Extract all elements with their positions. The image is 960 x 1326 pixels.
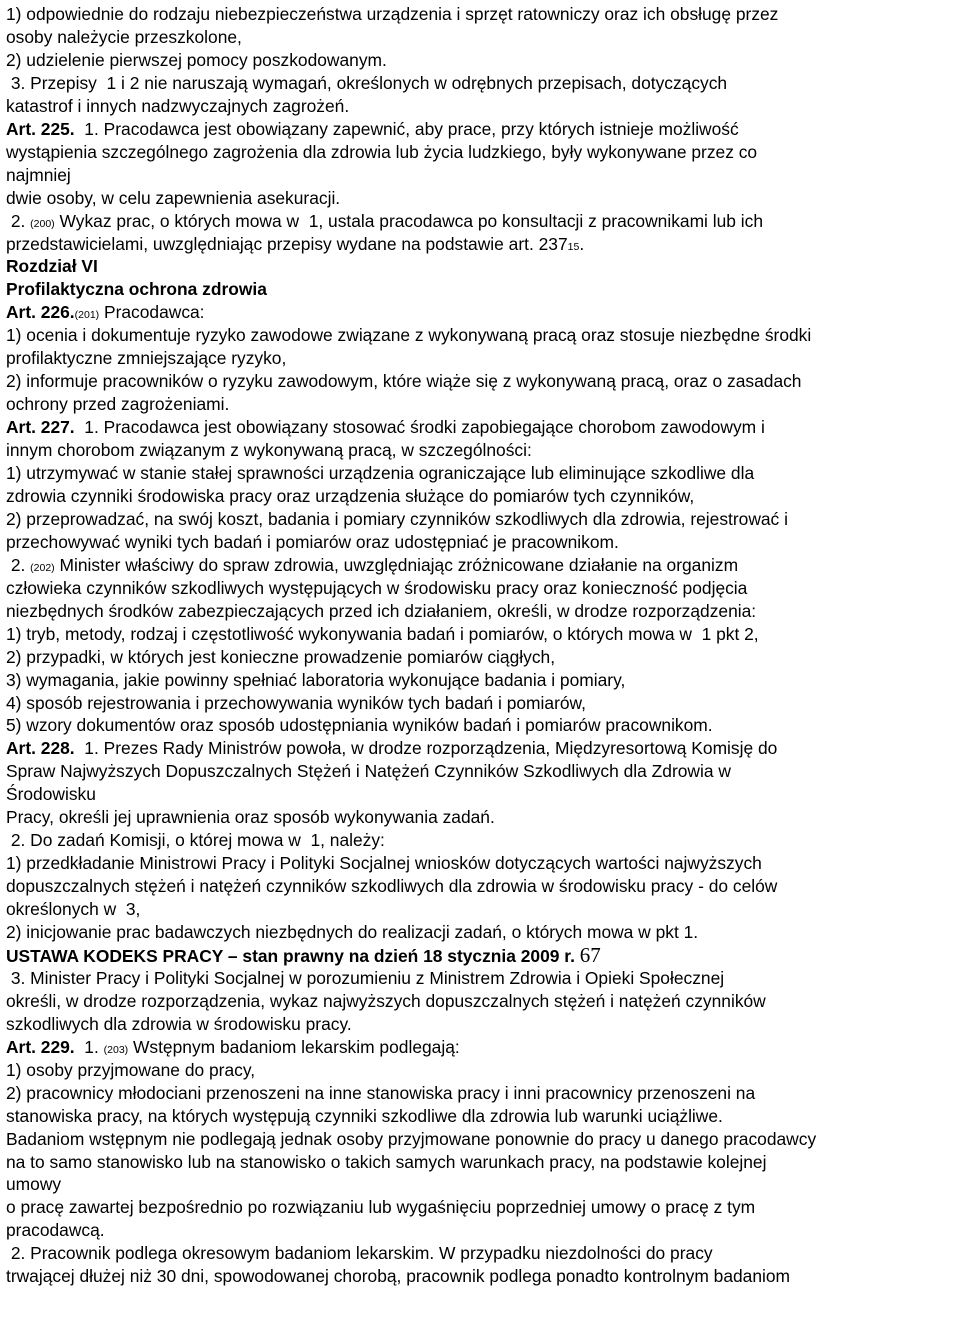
line-text: 1. Pracodawca jest obowiązany zapewnić, aby prace, przy których istnieje możliwość — [74, 118, 739, 139]
text-line: 4) sposób rejestrowania i przechowywania wyników tych badań i pomiarów, — [6, 692, 586, 713]
footnote-ref: (202) — [30, 561, 55, 574]
text-line — [6, 278, 267, 300]
text-line: 2) udzielenie pierwszej pomocy poszkodowanym. — [6, 49, 387, 70]
text-line — [6, 210, 763, 232]
text-line: 1) tryb, metody, rodzaj i częstotliwość wykonywania badań i pomiarów, o których mowa w 1 pkt 2, — [6, 623, 759, 644]
text-line: 2) przeprowadzać, na swój koszt, badania i pomiary czynników szkodliwych dla zdrowia, rejestrować i — [6, 508, 788, 529]
text-line: umowy — [6, 1174, 62, 1195]
text-line: 1) osoby przyjmowane do pracy, — [6, 1059, 256, 1080]
text-line: 1) ocenia i dokumentuje ryzyko zawodowe związane z wykonywaną pracą oraz stosuje niezbędne środki — [6, 325, 812, 346]
article-heading: Art. 227. — [6, 417, 75, 438]
article-heading: Art. 226. — [6, 302, 75, 323]
footnote-ref: (201) — [74, 309, 100, 322]
text-line: Badaniom wstępnym nie podlegają jednak osoby przyjmowane ponownie do pracy u danego pracodawcy — [6, 1128, 817, 1149]
text-line: niezbędnych środków zabezpieczających przed ich działaniem, określi, w drodze rozporządzenia: — [6, 600, 757, 621]
text-line — [6, 255, 98, 277]
text-line: 1) utrzymywać w stanie stałej sprawności urządzenia ograniczające lub eliminujące szkodliwe dla — [6, 463, 755, 483]
text-line: innym chorobom związanym z wykonywaną pracą, w szczególności: — [6, 440, 532, 461]
text-line — [6, 118, 739, 140]
text-line: dwie osoby, w celu zapewnienia asekuracji. — [6, 187, 341, 208]
text-line: przechowywać wyniki tych badań i pomiarów oraz udostępniać je pracownikom. — [6, 531, 619, 552]
footnote-ref: (203) — [103, 1043, 129, 1056]
line-text: Pracodawca: — [99, 302, 205, 323]
text-line: szkodliwych dla zdrowia w środowisku pracy. — [6, 1013, 352, 1034]
line-text: Wykaz prac, o których mowa w 1, ustala pracodawca po konsultacji z pracownikami lub ich — [54, 210, 764, 231]
text-line: profilaktyczne zmniejszające ryzyko, — [6, 348, 287, 369]
text-line: na to samo stanowisko lub na stanowisko o takich samych warunkach pracy, na podstawie kolejnej — [6, 1151, 767, 1172]
text-line: 2) pracownicy młodociani przenoszeni na inne stanowiska pracy i inni pracownicy przenoszeni na — [6, 1082, 756, 1103]
footnote-ref: 15 — [567, 240, 580, 253]
text-line — [6, 554, 738, 576]
line-text: 1. — [74, 1036, 104, 1057]
line-text: Wstępnym badaniom lekarskim podlegają: — [128, 1036, 460, 1057]
article-heading: Profilaktyczna ochrona zdrowia — [6, 279, 267, 300]
article-heading: USTAWA KODEKS PRACY – stan prawny na dzień 18 stycznia 2009 r. — [6, 945, 575, 966]
line-text: Minister właściwy do spraw zdrowia, uwzględniając zróżnicowane działanie na organizm — [54, 554, 739, 575]
text-line: dopuszczalnych stężeń i natężeń czynników szkodliwych dla zdrowia w środowisku pracy - do celów — [6, 876, 778, 897]
text-line: wystąpienia szczególnego zagrożenia dla zdrowia lub życia ludzkiego, były wykonywane przez co — [6, 141, 758, 162]
line-text: przedstawicielami, uwzględniając przepisy wydane na podstawie art. 237 — [6, 233, 568, 254]
text-line — [6, 1036, 460, 1058]
line-text: 1. Pracodawca jest obowiązany stosować środki zapobiegające chorobom zawodowym i — [74, 417, 765, 438]
article-heading: Art. 228. — [6, 738, 75, 759]
text-line: 3. Przepisy 1 i 2 nie naruszają wymagań, określonych w odrębnych przepisach, dotyczących — [6, 72, 728, 93]
text-line: 2) informuje pracowników o ryzyku zawodowym, które wiąże się z wykonywaną pracą, oraz o zasadach — [6, 371, 802, 392]
text-line: ochrony przed zagrożeniami. — [6, 394, 230, 415]
text-line: 1) odpowiednie do rodzaju niebezpieczeństwa urządzenia i sprzęt ratowniczy oraz ich obsługę przez — [6, 4, 779, 24]
text-line: 1) przedkładanie Ministrowi Pracy i Polityki Socjalnej wniosków dotyczących wartości najwyższych — [6, 853, 762, 874]
text-line — [6, 301, 205, 323]
footnote-ref: (200) — [30, 217, 55, 230]
text-line: 5) wzory dokumentów oraz sposób udostępniania wyników badań i pomiarów pracownikom. — [6, 715, 713, 736]
text-line: Spraw Najwyższych Dopuszczalnych Stężeń i Natężeń Czynników Szkodliwych dla Zdrowia w — [6, 761, 731, 782]
text-line: 2. Pracownik podlega okresowym badaniom lekarskim. W przypadku niezdolności do pracy — [6, 1243, 713, 1264]
line-text: 1. Prezes Rady Ministrów powoła, w drodze rozporządzenia, Międzyresortową Komisję do — [74, 738, 778, 759]
line-text: 2. — [6, 554, 31, 575]
text-line — [6, 944, 601, 966]
article-heading: Art. 225. — [6, 118, 75, 139]
article-heading: Art. 229. — [6, 1036, 75, 1057]
text-line — [6, 737, 777, 759]
text-line: katastrof i innych nadzwyczajnych zagrożeń. — [6, 95, 350, 116]
text-line: Pracy, określi jej uprawnienia oraz sposób wykonywania zadań. — [6, 807, 495, 828]
text-line: człowieka czynników szkodliwych występujących w środowisku pracy oraz konieczność podjęcia — [6, 577, 748, 598]
text-line: najmniej — [6, 164, 71, 185]
text-line: trwającej dłużej niż 30 dni, spowodowanej chorobą, pracownik podlega ponadto kontrolnym badaniom — [6, 1266, 791, 1287]
line-text: . — [579, 233, 585, 254]
text-line — [6, 233, 584, 255]
text-line: określi, w drodze rozporządzenia, wykaz najwyższych dopuszczalnych stężeń i natężeń czynników — [6, 990, 766, 1011]
line-text: 2. — [6, 210, 31, 231]
page-number: 67 — [579, 942, 601, 967]
text-line: 2) przypadki, w których jest konieczne prowadzenie pomiarów ciągłych, — [6, 646, 556, 667]
text-line — [6, 416, 765, 438]
text-line: zdrowia czynniki środowiska pracy oraz urządzenia służące do pomiarów tych czynników, — [6, 485, 695, 506]
text-line: 3) wymagania, jakie powinny spełniać laboratoria wykonujące badania i pomiary, — [6, 669, 626, 690]
article-heading: Rozdział VI — [6, 256, 98, 277]
text-line: stanowiska pracy, na których występują czynniki szkodliwe dla zdrowia lub warunki uciążliwe. — [6, 1105, 723, 1126]
text-line: osoby należycie przeszkolone, — [6, 26, 242, 47]
text-line: o pracę zawartej bezpośrednio po rozwiązaniu lub wygaśnięciu poprzedniej umowy o pracę z tym — [6, 1197, 756, 1218]
text-line: 2) inicjowanie prac badawczych niezbędnych do realizacji zadań, o których mowa w pkt 1. — [6, 922, 699, 942]
text-line: 3. Minister Pracy i Polityki Socjalnej w porozumieniu z Ministrem Zdrowia i Opieki Społecznej — [6, 967, 725, 988]
text-line: pracodawcą. — [6, 1220, 105, 1241]
text-line: Środowisku — [6, 784, 96, 805]
text-line: określonych w 3, — [6, 899, 141, 920]
text-line: 2. Do zadań Komisji, o której mowa w 1, należy: — [6, 830, 385, 851]
